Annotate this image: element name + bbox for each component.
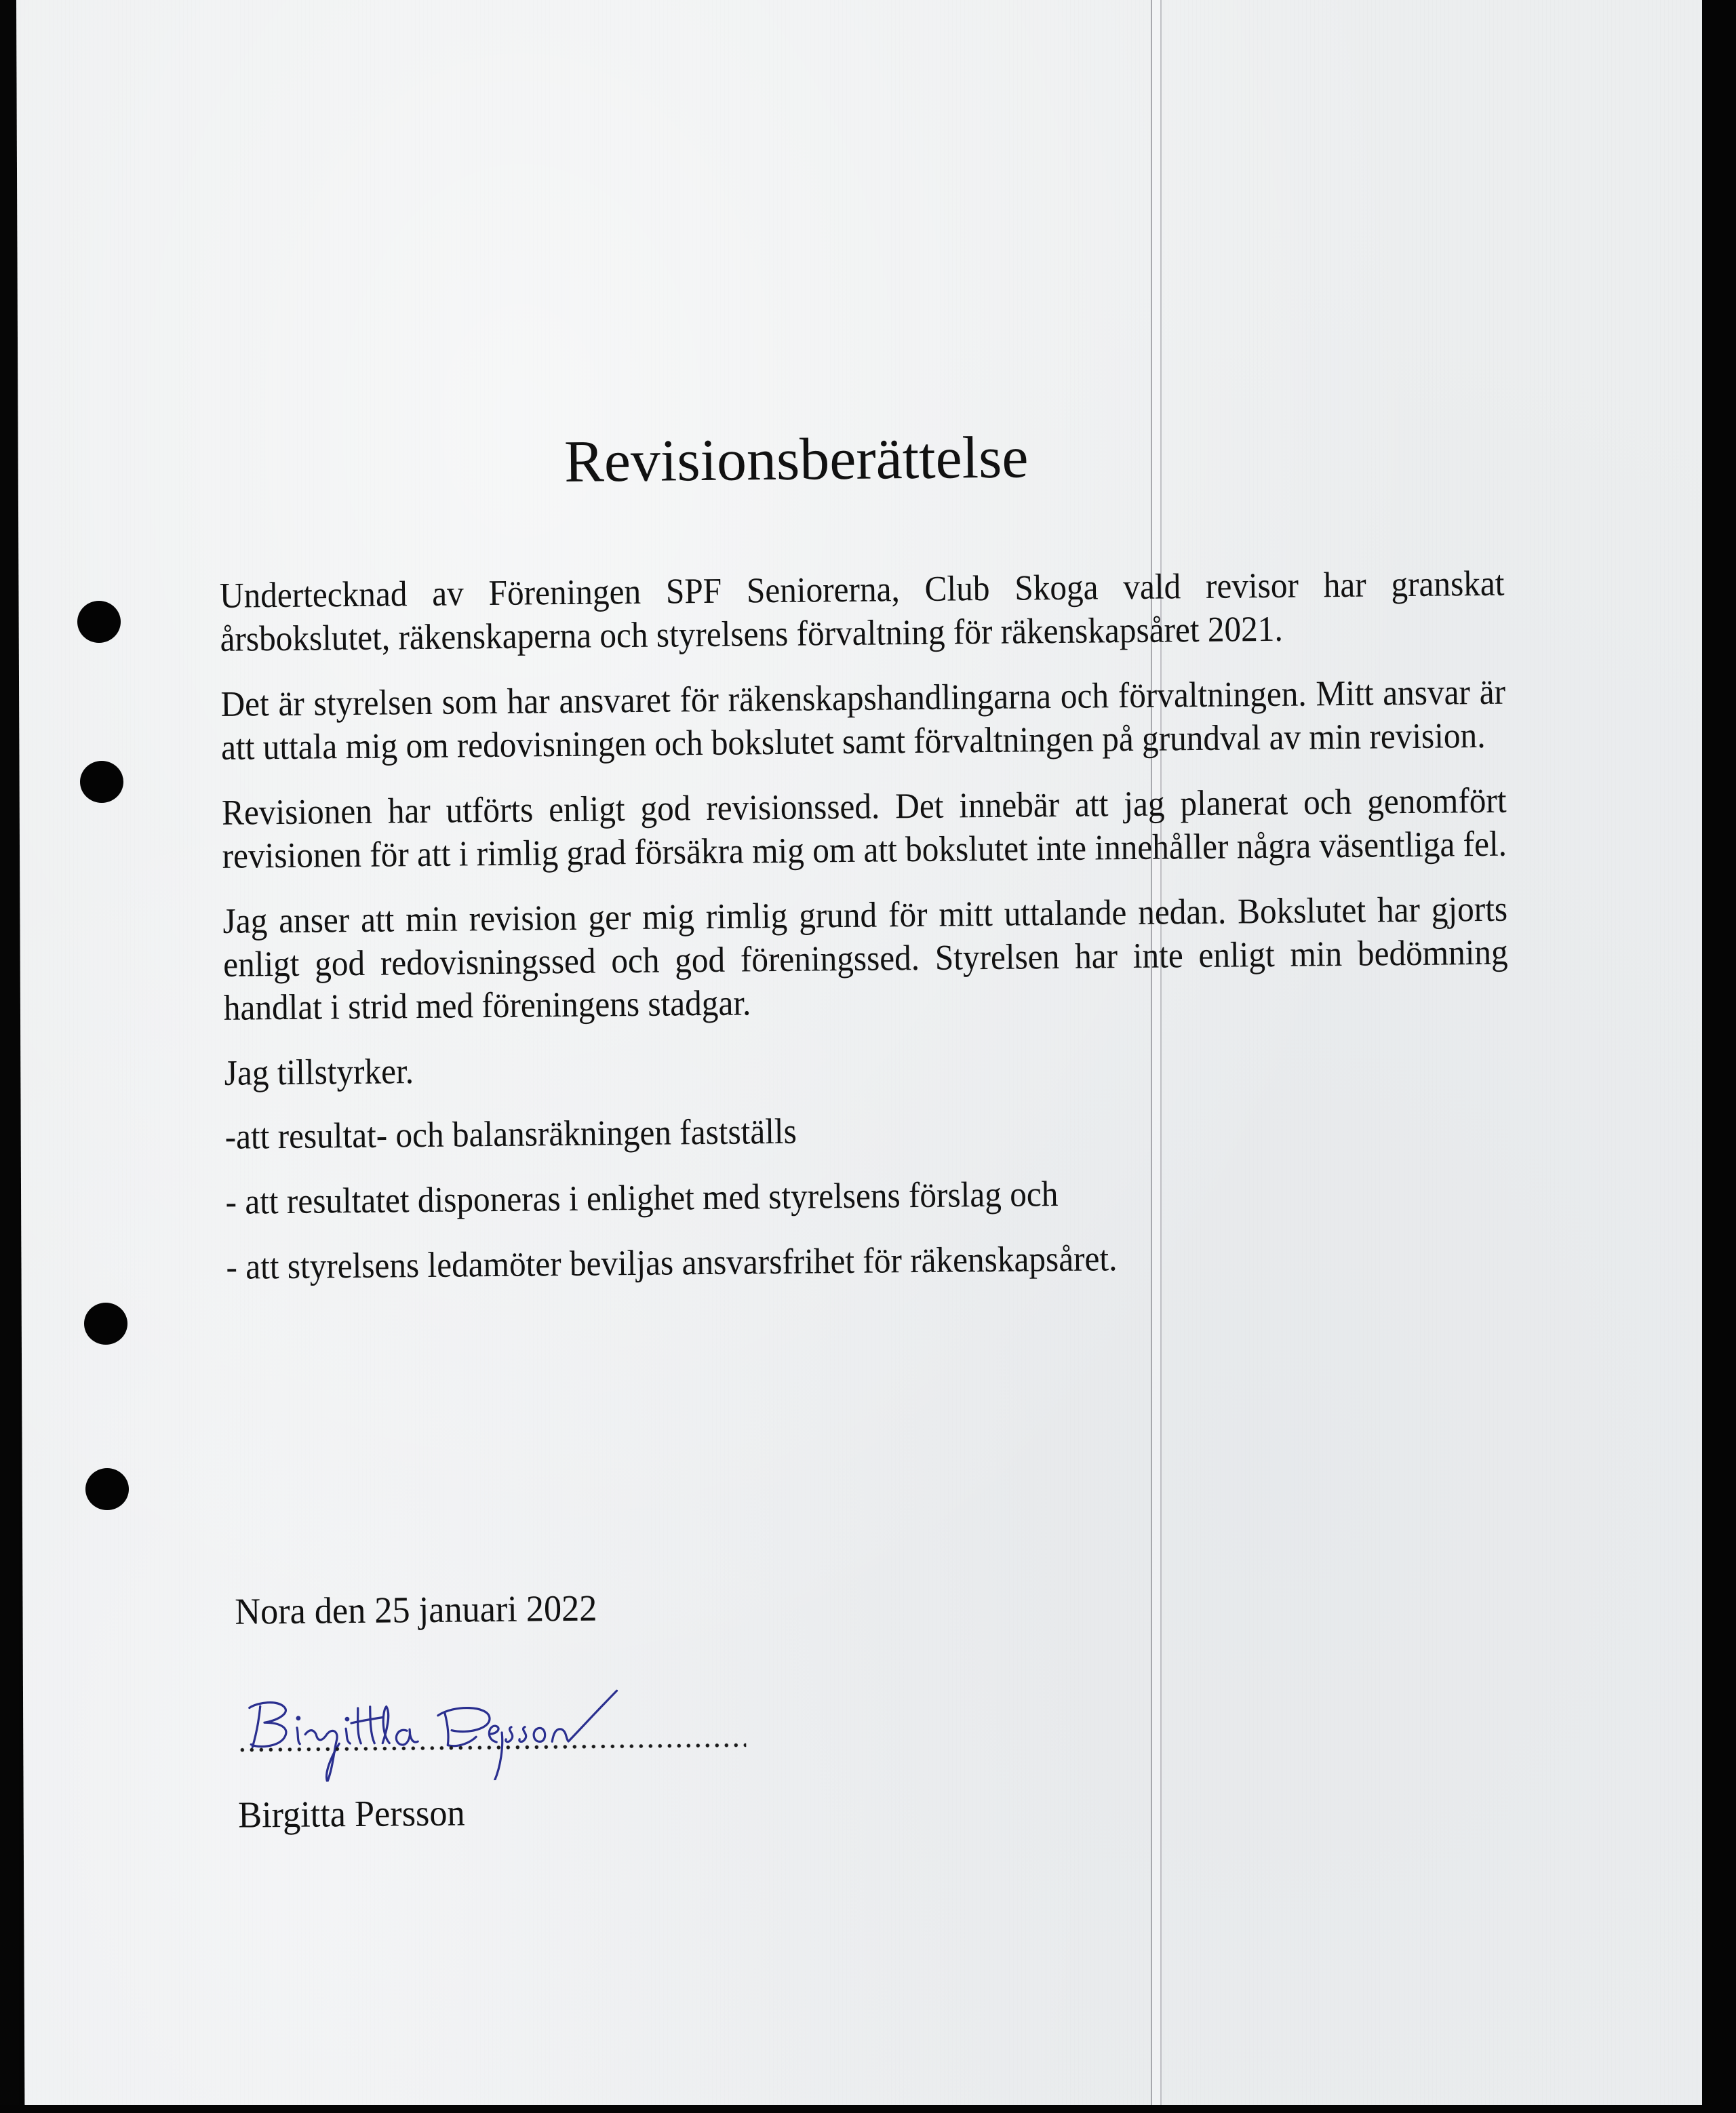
paragraph-audit-standard: Revisionen har utförts enligt god revisionssed. Det innebär att jag planerat och genomfört revisionen för att i rimlig grad försäkra mig om att bokslutet inte innehåller några väsentliga fel. xyxy=(221,781,1507,876)
signer-printed-name: Birgitta Persson xyxy=(237,1792,465,1836)
paragraph-responsibility: Det är styrelsen som har ansvaret för räkenskapshandlingarna och förvaltningen. Mitt ansvar är att uttala mig om redovisningen och bokslutet samt förvaltningen på grundval av min revision. xyxy=(220,672,1506,768)
handwritten-signature xyxy=(237,1683,726,1783)
signature-area xyxy=(237,1682,766,1782)
report-body xyxy=(220,562,1512,1311)
document-title: Revisionsberättelse xyxy=(564,424,1029,495)
paragraph-scope: Undertecknad av Föreningen SPF Seniorerna, Club Skoga vald revisor har granskat årsbokslutet, räkenskaperna och styrelsens förvaltning för räkenskapsåret 2021. xyxy=(219,564,1505,659)
paragraph-opinion: Jag anser att min revision ger mig rimlig grund för mitt uttalande nedan. Bokslutet har gjorts enligt god redovisningssed och god föreningssed. Styrelsen har inte enligt min bedömning handlat i strid med föreningens stadgar. xyxy=(222,889,1508,1028)
motion-item: - att styrelsens ledamöter beviljas ansvarsfrihet för räkenskapsåret. xyxy=(226,1239,1118,1287)
recommendation-intro: Jag tillstyrker. xyxy=(224,1052,414,1093)
motion-item: -att resultat- och balansräkningen fastställs xyxy=(224,1111,797,1157)
motion-item: - att resultatet disponeras i enlighet med styrelsens förslag och xyxy=(225,1174,1059,1222)
place-and-date: Nora den 25 januari 2022 xyxy=(235,1587,597,1632)
